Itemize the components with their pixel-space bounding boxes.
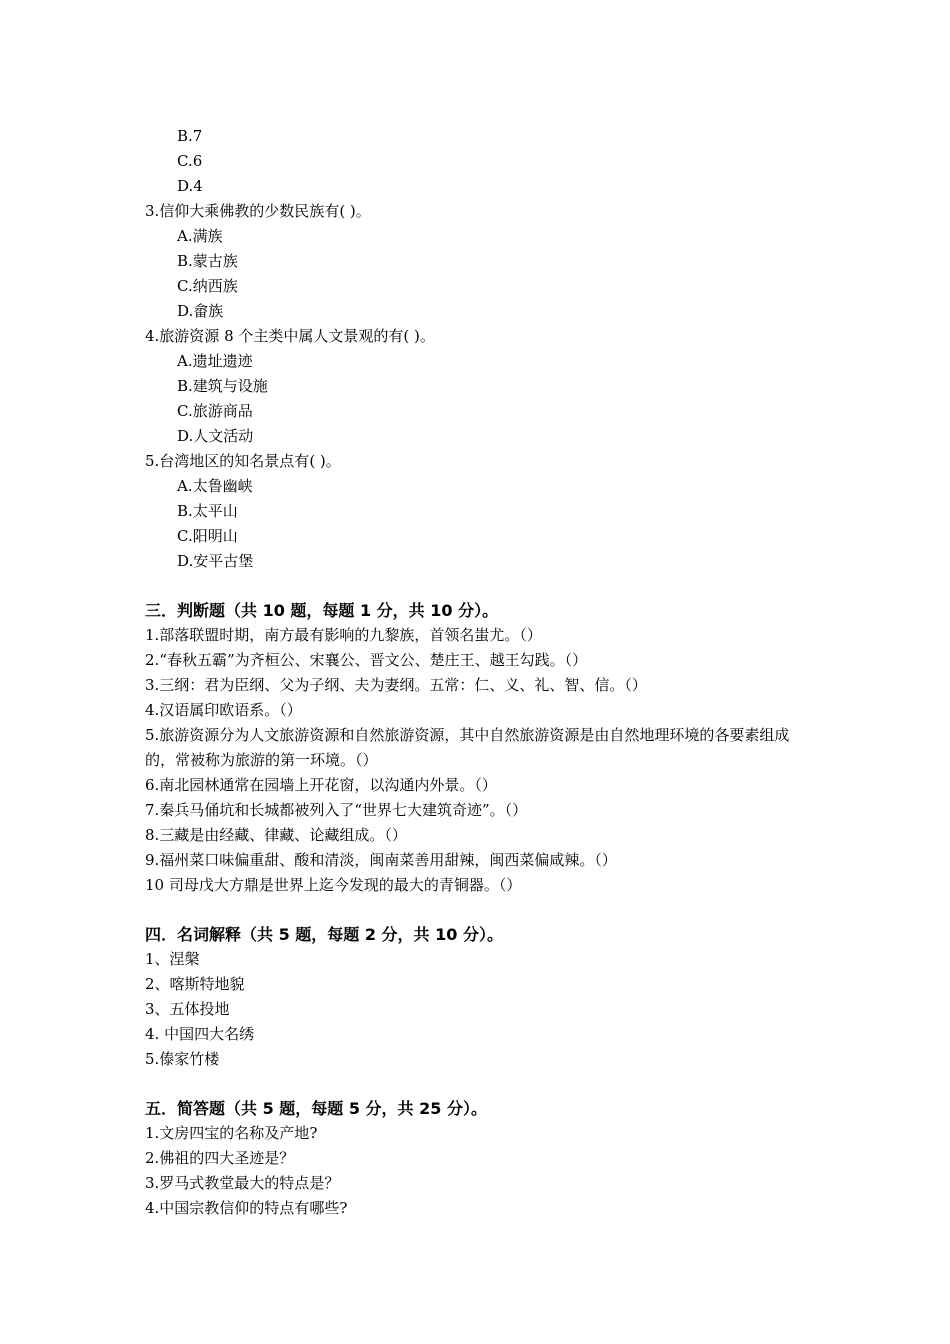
short-answer-item-3: 3.罗马式教堂最大的特点是？ bbox=[145, 1174, 340, 1192]
tf-item-2: 2.“春秋五霸”为齐桓公、宋襄公、晋文公、楚庄王、越王勾践。（） bbox=[145, 651, 588, 669]
q4-option-b: B.建筑与设施 bbox=[177, 377, 268, 395]
q3-option-c: C.纳西族 bbox=[177, 277, 238, 295]
q5-option-d: D.安平古堡 bbox=[177, 552, 254, 570]
section-4-heading: 四．名词解释（共 5 题，每题 2 分，共 10 分）。 bbox=[145, 925, 503, 944]
q2-option-b: B.7 bbox=[177, 127, 203, 145]
tf-item-5: 5.旅游资源分为人文旅游资源和自然旅游资源，其中自然旅游资源是由自然地理环境的各要素组成的，常被称为旅游的第一环境。（） bbox=[145, 726, 790, 769]
term-item-1: 1、涅槃 bbox=[145, 950, 200, 968]
term-item-5: 5.傣家竹楼 bbox=[145, 1050, 220, 1068]
tf-item-3: 3.三纲：君为臣纲、父为子纲、夫为妻纲。五常：仁、义、礼、智、信。（） bbox=[145, 676, 647, 694]
tf-item-9: 9.福州菜口味偏重甜、酸和清淡，闽南菜善用甜辣，闽西菜偏咸辣。（） bbox=[145, 851, 617, 869]
q5-option-b: B.太平山 bbox=[177, 502, 238, 520]
q3-option-b: B.蒙古族 bbox=[177, 252, 238, 270]
question-3-stem: 3.信仰大乘佛教的少数民族有( )。 bbox=[145, 202, 371, 220]
term-item-3: 3、五体投地 bbox=[145, 1000, 230, 1018]
section-3-heading: 三．判断题（共 10 题，每题 1 分，共 10 分）。 bbox=[145, 601, 499, 620]
question-5-stem: 5.台湾地区的知名景点有( )。 bbox=[145, 452, 341, 470]
question-4-stem: 4.旅游资源 8 个主类中属人文景观的有( )。 bbox=[145, 327, 435, 345]
tf-item-7: 7.秦兵马俑坑和长城都被列入了“世界七大建筑奇迹”。（） bbox=[145, 801, 528, 819]
q4-option-a: A.遗址遗迹 bbox=[177, 352, 253, 370]
tf-item-1: 1.部落联盟时期，南方最有影响的九黎族，首领名蚩尤。（） bbox=[145, 626, 542, 644]
tf-item-8: 8.三藏是由经藏、律藏、论藏组成。（） bbox=[145, 826, 407, 844]
short-answer-item-1: 1.文房四宝的名称及产地? bbox=[145, 1124, 318, 1142]
q2-option-d: D.4 bbox=[177, 177, 203, 195]
q4-option-d: D.人文活动 bbox=[177, 427, 254, 445]
q5-option-c: C.阳明山 bbox=[177, 527, 238, 545]
q2-option-c: C.6 bbox=[177, 152, 203, 170]
term-item-2: 2、喀斯特地貌 bbox=[145, 975, 245, 993]
q5-option-a: A.太鲁幽峡 bbox=[177, 477, 253, 495]
tf-item-10: 10 司母戊大方鼎是世界上迄今发现的最大的青铜器。（） bbox=[145, 876, 522, 894]
q3-option-d: D.畲族 bbox=[177, 302, 224, 320]
tf-item-4: 4.汉语属印欧语系。（） bbox=[145, 701, 302, 719]
section-5-heading: 五．简答题（共 5 题，每题 5 分，共 25 分）。 bbox=[145, 1099, 487, 1118]
q3-option-a: A.满族 bbox=[177, 227, 223, 245]
short-answer-item-4: 4.中国宗教信仰的特点有哪些? bbox=[145, 1199, 348, 1217]
tf-item-6: 6.南北园林通常在园墙上开花窗，以沟通内外景。（） bbox=[145, 776, 497, 794]
term-item-4: 4. 中国四大名绣 bbox=[145, 1025, 255, 1043]
short-answer-item-2: 2.佛祖的四大圣迹是？ bbox=[145, 1149, 295, 1167]
q4-option-c: C.旅游商品 bbox=[177, 402, 253, 420]
